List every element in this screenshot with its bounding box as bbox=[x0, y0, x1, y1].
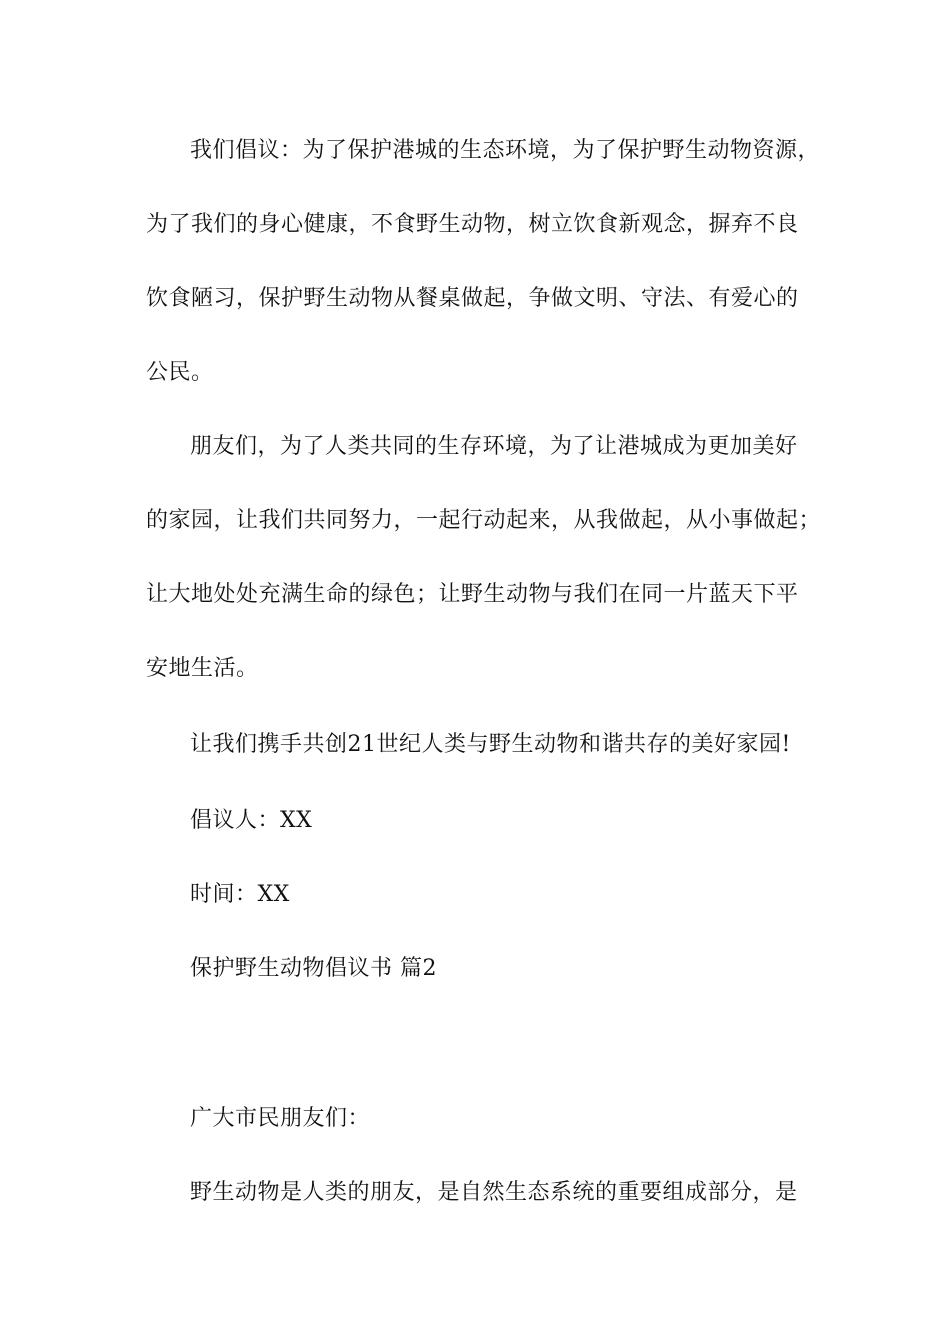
date-line: 时间：XX bbox=[190, 882, 290, 907]
paragraph-2-line-1: 朋友们，为了人类共同的生存环境，为了让港城成为更加美好 bbox=[190, 434, 798, 459]
paragraph-1-line-2: 为了我们的身心健康，不食野生动物，树立饮食新观念，摒弃不良 bbox=[146, 212, 799, 237]
paragraph-2-line-4: 安地生活。 bbox=[146, 656, 259, 681]
paragraph-3-line-1: 野生动物是人类的朋友，是自然生态系统的重要组成部分，是 bbox=[190, 1180, 798, 1205]
initiator-line: 倡议人：XX bbox=[190, 808, 313, 833]
section-title: 保护野生动物倡议书 篇2 bbox=[190, 956, 437, 981]
paragraph-1-line-4: 公民。 bbox=[146, 360, 214, 385]
paragraph-2-line-2: 的家园，让我们共同努力，一起行动起来，从我做起，从小事做起； bbox=[146, 508, 822, 533]
paragraph-2-line-3: 让大地处处充满生命的绿色；让野生动物与我们在同一片蓝天下平 bbox=[146, 582, 799, 607]
paragraph-1-line-1: 我们倡议：为了保护港城的生态环境，为了保护野生动物资源， bbox=[190, 138, 821, 163]
closing-call: 让我们携手共创21世纪人类与野生动物和谐共存的美好家园! bbox=[190, 732, 791, 757]
paragraph-1-line-3: 饮食陋习，保护野生动物从餐桌做起，争做文明、守法、有爱心的 bbox=[146, 286, 799, 311]
salutation: 广大市民朋友们： bbox=[190, 1106, 371, 1131]
